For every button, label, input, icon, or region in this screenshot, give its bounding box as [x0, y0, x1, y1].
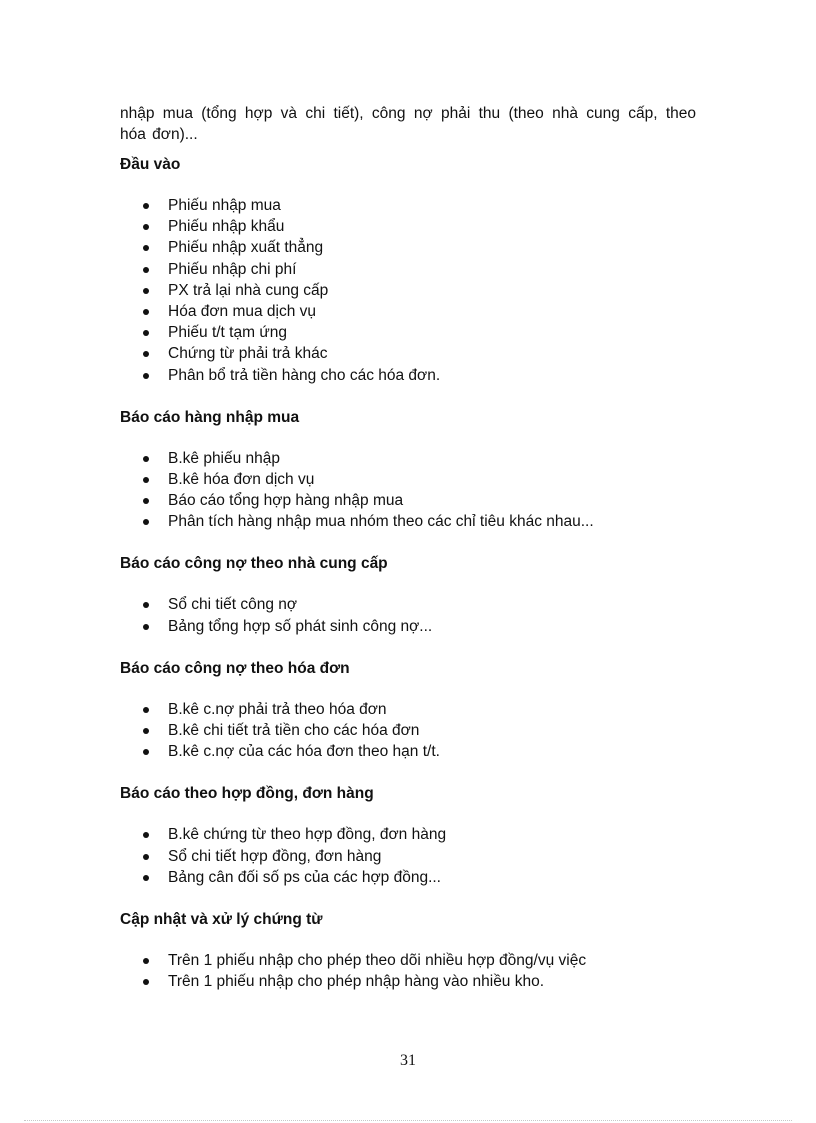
section-heading: Đầu vào	[120, 156, 181, 173]
bullet-icon	[143, 832, 149, 838]
list-item	[120, 301, 696, 322]
intro-paragraph: nhập mua (tổng hợp và chi tiết), công nợ phải thu (theo nhà cung cấp, theo hóa đơn)...	[120, 105, 696, 143]
bullet-icon	[143, 707, 149, 713]
section-heading: Báo cáo theo hợp đồng, đơn hàng	[120, 785, 374, 803]
list-item	[120, 971, 696, 992]
bullet-icon	[143, 602, 149, 608]
list-item-text: Chứng từ phải trả khác	[168, 345, 328, 363]
list-item	[120, 365, 696, 386]
list-item	[120, 720, 696, 741]
section	[120, 553, 696, 636]
list-item	[120, 448, 696, 469]
bullet-list	[120, 594, 696, 636]
list-item	[120, 950, 696, 971]
list-item	[120, 469, 696, 490]
bullet-icon	[143, 749, 149, 755]
bullet-icon	[143, 728, 149, 734]
sections-container	[120, 154, 696, 992]
list-item-text: B.kê chi tiết trả tiền cho các hóa đơn	[168, 722, 420, 739]
bullet-icon	[143, 309, 149, 315]
section-heading: Cập nhật và xử lý chứng từ	[120, 910, 323, 928]
section	[120, 783, 696, 888]
list-item	[120, 594, 696, 615]
list-item	[120, 259, 696, 280]
bullet-icon	[143, 624, 149, 630]
bullet-icon	[143, 498, 149, 504]
list-item	[120, 343, 696, 364]
bullet-list	[120, 950, 696, 992]
bullet-icon	[143, 373, 149, 379]
list-item-text: Trên 1 phiếu nhập cho phép nhập hàng vào nhiều kho.	[168, 973, 545, 991]
bullet-icon	[143, 330, 149, 336]
section-heading: Báo cáo công nợ theo nhà cung cấp	[120, 555, 388, 573]
list-item-text: Bảng tổng hợp số phát sinh công nợ...	[168, 617, 433, 635]
bullet-icon	[143, 267, 149, 273]
list-item	[120, 490, 696, 511]
bullet-icon	[143, 203, 149, 209]
section	[120, 407, 696, 533]
list-item	[120, 322, 696, 343]
bullet-icon	[143, 875, 149, 881]
list-item-text: B.kê c.nợ phải trả theo hóa đơn	[168, 700, 387, 718]
list-item-text: Phiếu nhập mua	[168, 197, 281, 214]
section-heading: Báo cáo hàng nhập mua	[120, 408, 300, 426]
page-bottom-divider	[24, 1120, 792, 1121]
list-item	[120, 824, 696, 845]
list-item	[120, 280, 696, 301]
list-item	[120, 699, 696, 720]
bullet-list	[120, 824, 696, 888]
bullet-list	[120, 448, 696, 533]
bullet-icon	[143, 245, 149, 251]
list-item-text: Sổ chi tiết hợp đồng, đơn hàng	[168, 847, 382, 865]
page-number: 31	[400, 1052, 416, 1069]
list-item-text: PX trả lại nhà cung cấp	[168, 281, 329, 299]
bullet-icon	[143, 854, 149, 860]
list-item	[120, 216, 696, 237]
list-item-text: Phiếu nhập chi phí	[168, 260, 297, 278]
list-item-text: B.kê c.nợ của các hóa đơn theo hạn t/t.	[168, 743, 440, 761]
list-item-text: Phiếu t/t tạm ứng	[168, 324, 287, 342]
section	[120, 154, 696, 386]
bullet-icon	[143, 288, 149, 294]
list-item	[120, 616, 696, 637]
list-item-text: B.kê hóa đơn dịch vụ	[168, 470, 315, 488]
bullet-icon	[143, 519, 149, 525]
bullet-icon	[143, 979, 149, 985]
list-item	[120, 867, 696, 888]
list-item	[120, 195, 696, 216]
bullet-icon	[143, 477, 149, 483]
list-item-text: Phiếu nhập khẩu	[168, 218, 285, 236]
list-item-text: Phiếu nhập xuất thẳng	[168, 239, 324, 257]
list-item-text: Trên 1 phiếu nhập cho phép theo dõi nhiều hợp đồng/vụ việc	[168, 951, 587, 969]
section-heading: Báo cáo công nợ theo hóa đơn	[120, 659, 350, 677]
list-item	[120, 511, 696, 532]
list-item-text: B.kê phiếu nhập	[168, 449, 281, 467]
list-item-text: Hóa đơn mua dịch vụ	[168, 302, 317, 320]
list-item	[120, 741, 696, 762]
bullet-list	[120, 699, 696, 763]
list-item-text: Phân tích hàng nhập mua nhóm theo các chỉ tiêu khác nhau...	[168, 513, 594, 531]
bullet-icon	[143, 456, 149, 462]
list-item-text: Bảng cân đối số ps của các hợp đồng...	[168, 868, 441, 886]
list-item-text: Phân bổ trả tiền hàng cho các hóa đơn.	[168, 366, 441, 384]
list-item-text: Sổ chi tiết công nợ	[168, 596, 298, 614]
list-item	[120, 237, 696, 258]
bullet-icon	[143, 224, 149, 230]
bullet-list	[120, 195, 696, 386]
page-content	[120, 103, 696, 1013]
list-item-text: B.kê chứng từ theo hợp đồng, đơn hàng	[168, 826, 447, 844]
section	[120, 658, 696, 763]
bullet-icon	[143, 958, 149, 964]
list-item	[120, 846, 696, 867]
bullet-icon	[143, 351, 149, 357]
list-item-text: Báo cáo tổng hợp hàng nhập mua	[168, 492, 404, 510]
section	[120, 909, 696, 992]
